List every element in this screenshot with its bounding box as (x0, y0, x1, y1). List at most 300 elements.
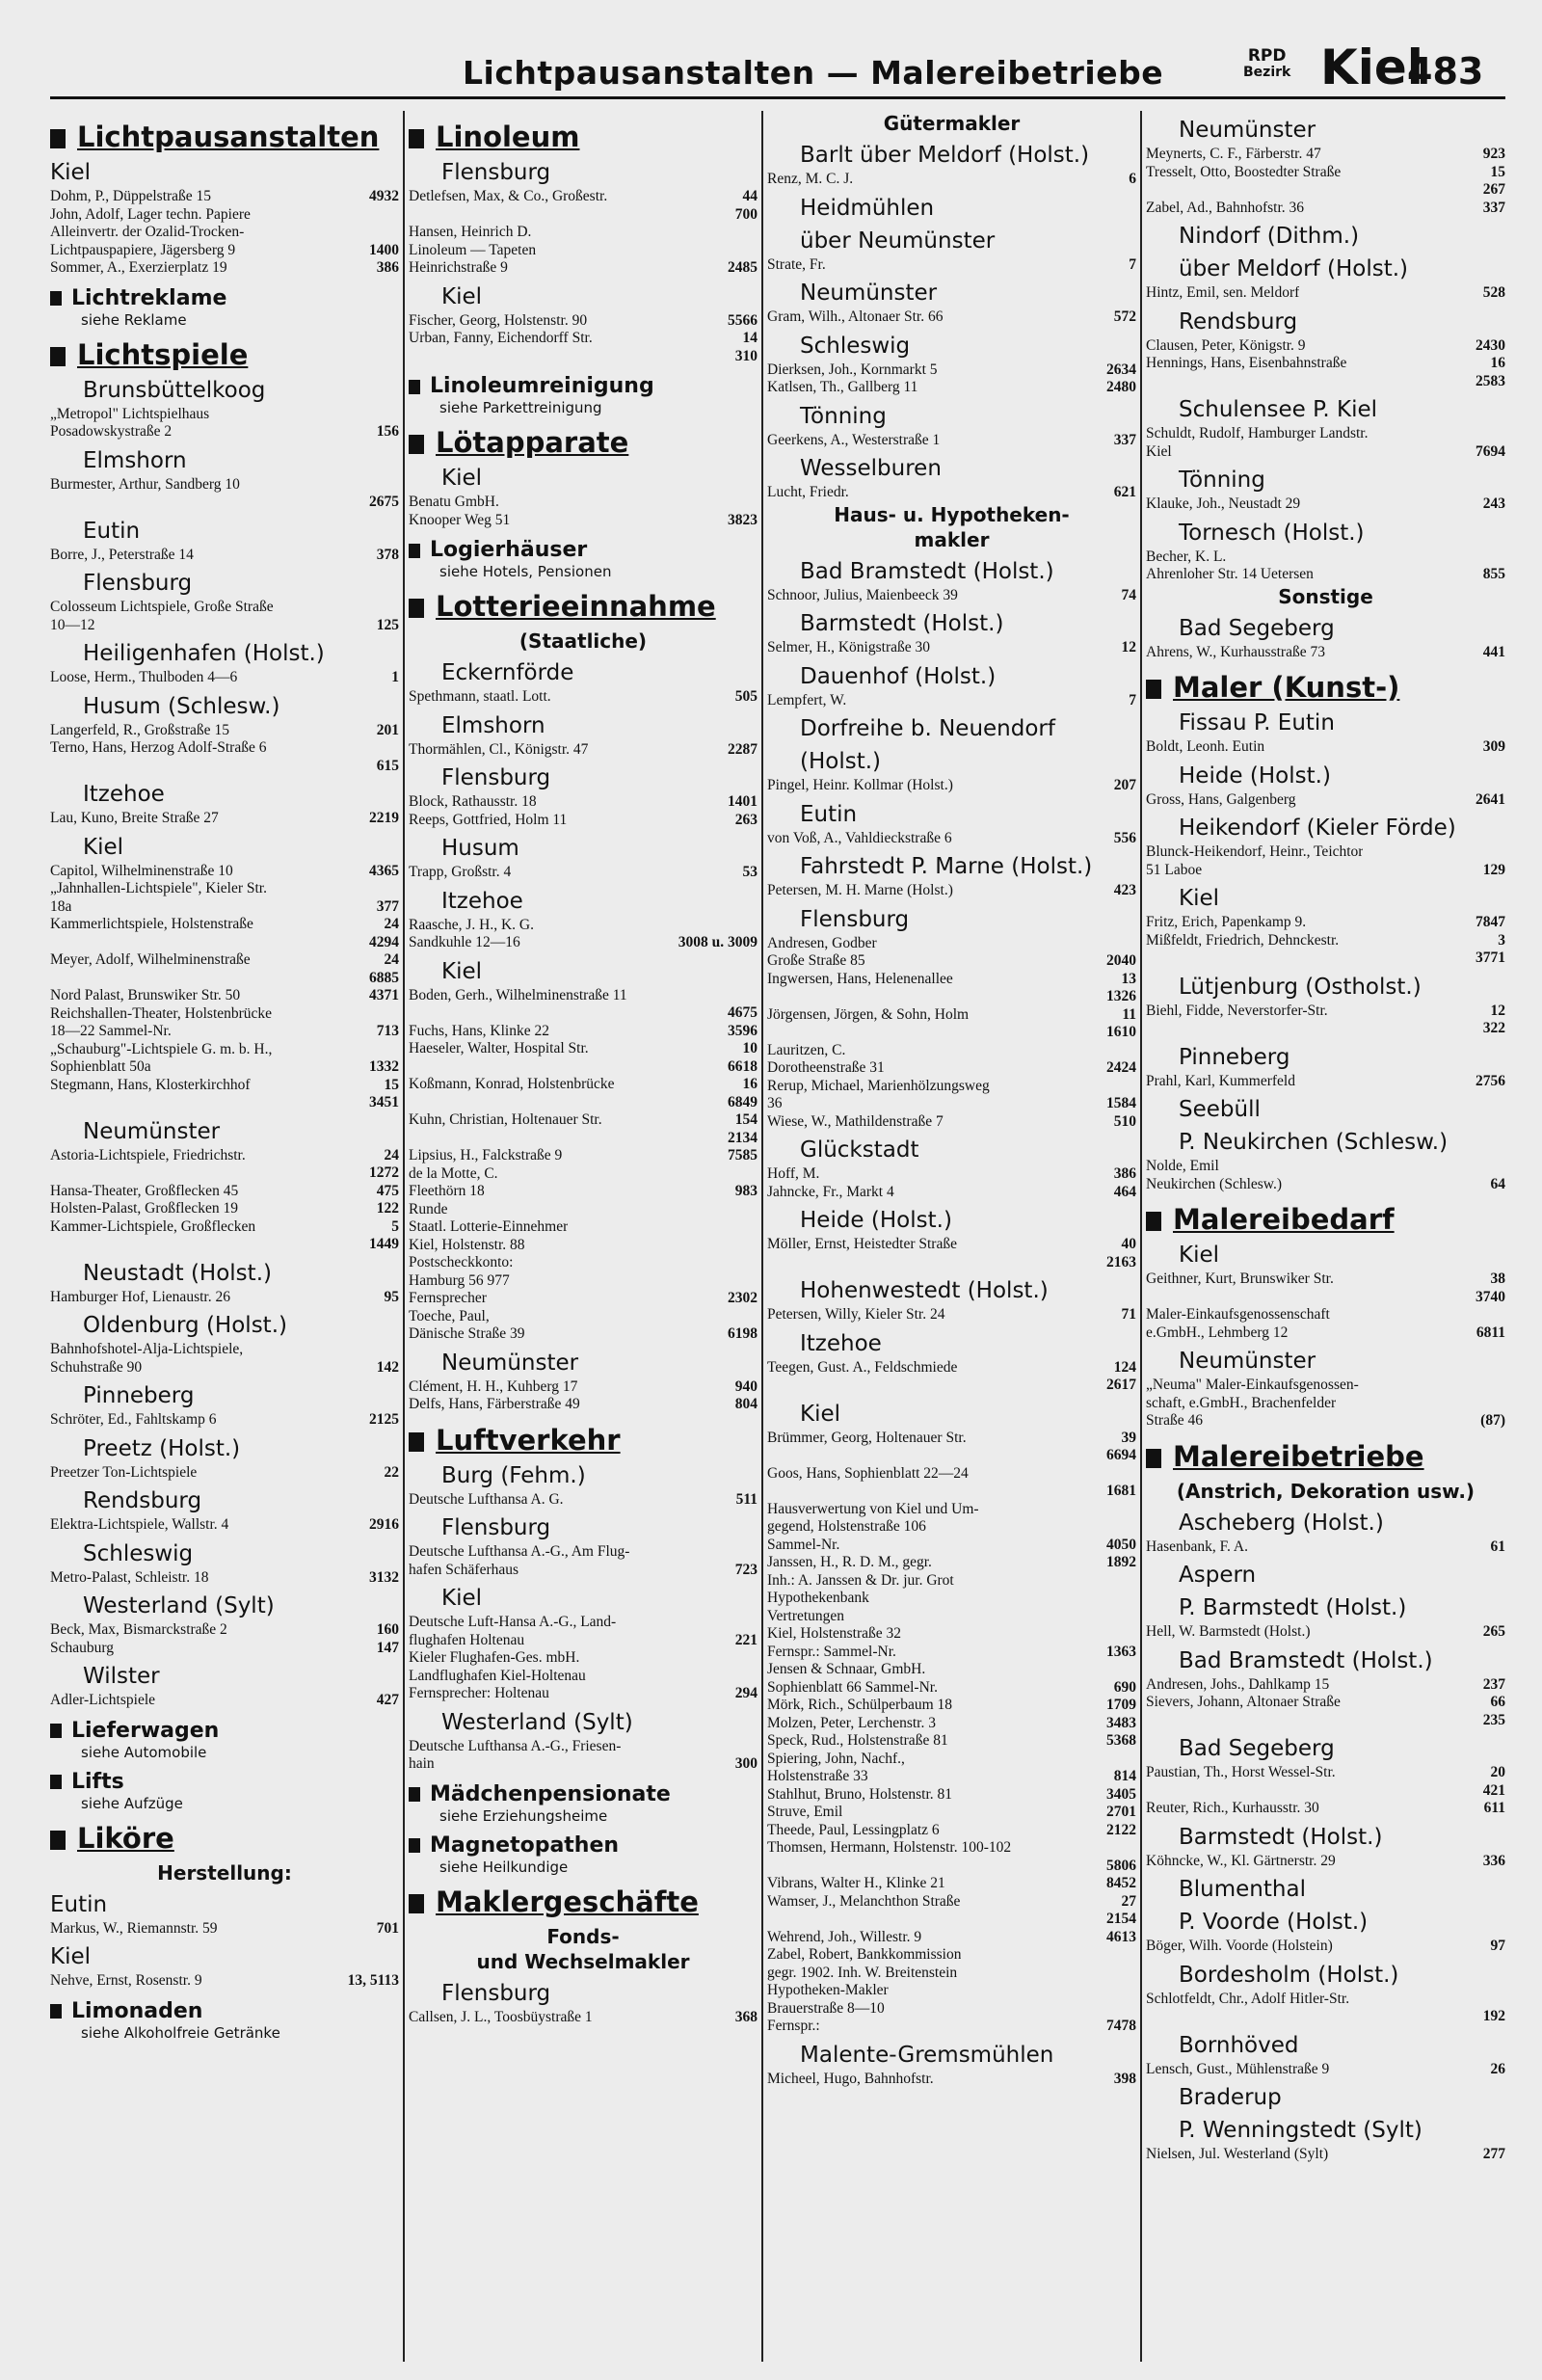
entry-name: Hennings, Hans, Eisenbahnstraße (1146, 355, 1347, 371)
directory-entry (767, 1858, 1136, 1876)
entry-phone: 22 (384, 1463, 399, 1481)
entry-phone: 277 (1482, 2146, 1505, 2162)
entry-name: Detlefsen, Max, & Co., Großestr. (409, 188, 608, 204)
entry-phone: 243 (1482, 495, 1505, 512)
directory-entry (767, 1024, 1136, 1042)
subsection-heading: Haus- u. Hypotheken- (834, 502, 1070, 526)
entry-phone: 310 (734, 347, 758, 364)
entry-name: Straße 46 (1146, 1412, 1203, 1429)
directory-entry (409, 1632, 758, 1650)
directory-entry (1146, 146, 1505, 164)
directory-entry (767, 1893, 1136, 1912)
entry-phone: 6885 (369, 969, 399, 986)
directory-entry (767, 1625, 1136, 1644)
entry-phone: 207 (1113, 777, 1136, 793)
city-heading: Hohenwestedt (Holst.) (800, 1278, 1049, 1303)
city-heading: Nindorf (Dithm.) (1179, 224, 1360, 249)
city-heading: Bad Segeberg (1179, 1736, 1335, 1761)
entry-phone: 26 (1490, 2060, 1505, 2077)
city-heading: Seebüll (1179, 1097, 1261, 1122)
directory-entry (1146, 1782, 1505, 1801)
city-heading: Flensburg (441, 1515, 551, 1540)
entry-name: Fuchs, Hans, Klinke 22 (409, 1022, 549, 1039)
directory-entry (409, 2009, 758, 2027)
directory-entry (409, 188, 758, 206)
entry-name: 18—22 Sammel-Nr. (50, 1023, 172, 1039)
entry-name: „Neuma" Maler-Einkaufsgenossen- (1146, 1377, 1359, 1393)
entry-phone: 386 (376, 259, 399, 276)
entry-name: schaft, e.GmbH., Brachenfelder (1146, 1394, 1337, 1411)
entry-name: Stahlhut, Bruno, Holstenstr. 81 (767, 1785, 953, 1803)
directory-entry (1146, 1003, 1505, 1021)
directory-entry (767, 2000, 1136, 2019)
entry-phone: 2424 (1106, 1059, 1136, 1076)
entry-name: Delfs, Hans, Färberstraße 49 (409, 1396, 580, 1412)
directory-entry (767, 1590, 1136, 1608)
entry-name: Runde (409, 1200, 448, 1217)
subsection-heading: Herstellung: (157, 1860, 292, 1885)
entry-name: Block, Rathausstr. 18 (409, 793, 537, 810)
entry-phone: 7 (1129, 255, 1136, 273)
section-heading (409, 1424, 758, 1457)
entry-name: Jahncke, Fr., Markt 4 (767, 1183, 894, 1200)
subsection-heading: (Anstrich, Dekoration usw.) (1176, 1479, 1476, 1503)
directory-entry (409, 259, 758, 278)
directory-entry (767, 1946, 1136, 1965)
directory-entry (767, 1465, 1136, 1484)
entry-name: Hypothekenbank (767, 1590, 869, 1606)
entry-phone: 24 (384, 1146, 399, 1163)
entry-phone: 2134 (728, 1129, 758, 1146)
page-number: 483 (1407, 50, 1484, 93)
entry-name: Lauritzen, C. (767, 1041, 846, 1058)
entry-name: Schröter, Ed., Fahltskamp 6 (50, 1411, 217, 1428)
city-heading: Kiel (441, 1586, 483, 1611)
city-heading: Heidmühlen (800, 195, 935, 221)
directory-entry (50, 916, 399, 934)
entry-phone: 615 (376, 757, 399, 774)
directory-entry (50, 1569, 399, 1588)
section-heading (50, 120, 399, 153)
entry-phone: 4371 (369, 987, 399, 1003)
entry-name: Ahrens, W., Kurhausstraße 73 (1146, 643, 1325, 660)
directory-entry (767, 1679, 1136, 1698)
entry-phone: 528 (1482, 284, 1505, 301)
section-heading (50, 1718, 399, 1745)
directory-entry (50, 1058, 399, 1077)
entry-name: Deutsche Lufthansa A.-G., Am Flug- (409, 1543, 630, 1560)
directory-entry (409, 1272, 758, 1291)
entry-name: Fernspr.: Sammel-Nr. (767, 1643, 896, 1660)
city-heading: P. Wenningstedt (Sylt) (1179, 2118, 1422, 2143)
entry-name: Schnoor, Julius, Maienbeeck 39 (767, 586, 958, 603)
entry-name: hafen Schäferhaus (409, 1561, 519, 1578)
entry-phone: 2480 (1106, 379, 1136, 395)
directory-entry (767, 882, 1136, 900)
section-heading (50, 285, 399, 312)
section-title: Lotterieeinnahme (436, 590, 716, 623)
entry-name: gegend, Holstenstraße 106 (767, 1518, 926, 1535)
section-heading (50, 338, 399, 371)
entry-phone: 74 (1121, 586, 1136, 603)
section-title: Mädchenpensionate (430, 1781, 671, 1806)
entry-name: von Voß, A., Vahldieckstraße 6 (767, 829, 952, 846)
city-heading: Rendsburg (1179, 308, 1298, 334)
entry-name: Brauerstraße 8—10 (767, 1999, 885, 2017)
directory-entry (409, 312, 758, 331)
entry-name: Thomsen, Hermann, Holstenstr. 100-102 (767, 1839, 1012, 1856)
entry-phone: 1892 (1106, 1554, 1136, 1570)
city-heading: Kiel (1179, 1243, 1220, 1268)
city-heading: P. Voorde (Holst.) (1179, 1910, 1369, 1935)
directory-entry (767, 432, 1136, 450)
entry-name: Nielsen, Jul. Westerland (Sylt) (1146, 2146, 1329, 2162)
directory-entry (50, 494, 399, 512)
entry-name: Inh.: A. Janssen & Dr. jur. Grot (767, 1571, 954, 1589)
section-heading (50, 1998, 399, 2025)
section-marker-icon (1146, 1449, 1161, 1468)
city-heading: Fissau P. Eutin (1179, 710, 1335, 735)
entry-phone: 61 (1490, 1538, 1505, 1555)
entry-name: Lau, Kuno, Breite Straße 27 (50, 810, 219, 826)
entry-phone: 24 (384, 951, 399, 968)
directory-entry (409, 1237, 758, 1255)
entry-phone: 14 (742, 330, 758, 346)
directory-entry (767, 1359, 1136, 1377)
city-heading: Bad Bramstedt (Holst.) (1179, 1647, 1433, 1673)
directory-entry (409, 934, 758, 952)
directory-entry (409, 1040, 758, 1058)
entry-phone: 11 (1122, 1005, 1136, 1023)
directory-entry (1146, 1176, 1505, 1194)
directory-entry (767, 1661, 1136, 1679)
directory-entry (1146, 1938, 1505, 1956)
city-heading: (Holst.) (800, 749, 882, 774)
entry-phone: 2040 (1106, 952, 1136, 969)
city-heading: P. Barmstedt (Holst.) (1179, 1595, 1407, 1620)
directory-entry (767, 1786, 1136, 1805)
city-heading: Husum (441, 836, 519, 861)
section-title: Lötapparate (436, 426, 629, 459)
entry-name: Speck, Rud., Holstenstraße 81 (767, 1732, 948, 1749)
city-heading: Schleswig (800, 333, 911, 359)
directory-entry (50, 1972, 399, 1991)
city-heading: Bad Segeberg (1179, 615, 1335, 641)
entry-name: Nehve, Ernst, Rosenstr. 9 (50, 1972, 202, 1989)
directory-entry (1146, 1764, 1505, 1782)
section-title: Maler (Kunst-) (1173, 671, 1400, 704)
entry-name: Fritz, Erich, Papenkamp 9. (1146, 914, 1307, 930)
section-marker-icon (409, 435, 424, 454)
directory-entry (50, 476, 399, 495)
entry-name: Geerkens, A., Westerstraße 1 (767, 431, 941, 448)
entry-phone: 1449 (369, 1236, 399, 1252)
entry-phone: 368 (734, 2008, 758, 2025)
column-1 (50, 111, 399, 2362)
entry-phone: 4675 (728, 1004, 758, 1021)
directory-entry (50, 758, 399, 776)
entry-name: Maler-Einkaufsgenossenschaft (1146, 1306, 1330, 1323)
entry-name: Deutsche Lufthansa A. G. (409, 1490, 564, 1508)
entry-name: Colosseum Lichtspiele, Große Straße (50, 599, 274, 615)
directory-entry (767, 308, 1136, 327)
directory-entry (1146, 1623, 1505, 1642)
entry-phone: 511 (735, 1490, 758, 1508)
directory-entry (50, 1041, 399, 1059)
directory-entry (767, 1006, 1136, 1025)
entry-name: Adler-Lichtspiele (50, 1692, 156, 1708)
directory-entry (1146, 181, 1505, 200)
entry-phone: 3596 (728, 1022, 758, 1039)
entry-phone: 64 (1490, 1175, 1505, 1192)
entry-name: Struve, Emil (767, 1804, 843, 1820)
entry-phone: 940 (734, 1377, 758, 1395)
entry-phone: 621 (1113, 484, 1136, 500)
city-heading: Eutin (83, 518, 141, 544)
city-heading: Neumünster (441, 1350, 579, 1376)
directory-entry (409, 206, 758, 225)
directory-entry (409, 1614, 758, 1632)
section-heading (409, 1781, 758, 1808)
entry-phone: (87) (1480, 1412, 1505, 1429)
directory-entry (1146, 738, 1505, 757)
directory-entry (1146, 1073, 1505, 1091)
entry-phone: 700 (734, 205, 758, 223)
directory-entry (1146, 1412, 1505, 1431)
directory-entry (409, 1094, 758, 1112)
entry-phone: 265 (1482, 1623, 1505, 1640)
directory-entry (409, 917, 758, 935)
section-heading (50, 1769, 399, 1796)
directory-entry (767, 1822, 1136, 1840)
entry-name: Neukirchen (Schlesw.) (1146, 1175, 1283, 1192)
header-rule (50, 96, 1505, 99)
city-heading: Neustadt (Holst.) (83, 1260, 272, 1286)
directory-entry (767, 1306, 1136, 1324)
entry-phone: 2634 (1106, 361, 1136, 378)
directory-entry (767, 1078, 1136, 1096)
entry-name: Wamser, J., Melanchthon Straße (767, 1892, 961, 1910)
directory-entry (767, 1751, 1136, 1769)
city-heading: Heide (Holst.) (800, 1208, 952, 1233)
subsection-heading: und Wechselmakler (476, 1949, 690, 1973)
column-4 (1146, 111, 1505, 2362)
entry-phone: 855 (1482, 566, 1505, 582)
entry-phone: 3771 (1476, 949, 1505, 966)
section-heading (1146, 671, 1505, 704)
city-heading: Aspern (1179, 1563, 1257, 1588)
entry-name: Nord Palast, Brunswiker Str. 50 (50, 987, 241, 1003)
bezirk-label: Bezirk (1243, 65, 1291, 80)
entry-phone: 39 (1121, 1429, 1136, 1446)
entry-name: Trapp, Großstr. 4 (409, 864, 512, 880)
entry-name: „Jahnhallen-Lichtspiele", Kieler Str. (50, 880, 267, 896)
directory-entry (767, 1572, 1136, 1591)
entry-phone: 5566 (728, 311, 758, 329)
city-heading: Elmshorn (441, 712, 545, 738)
city-heading: Blumenthal (1179, 1877, 1306, 1902)
entry-phone: 3740 (1476, 1288, 1505, 1305)
entry-name: Hell, W. Barmstedt (Holst.) (1146, 1623, 1311, 1640)
entry-phone: 267 (1482, 181, 1505, 198)
directory-entry (1146, 337, 1505, 356)
column-divider (403, 111, 405, 2362)
entry-name: Dohm, P., Düppelstraße 15 (50, 188, 212, 204)
entry-name: Hintz, Emil, sen. Meldorf (1146, 284, 1300, 301)
entry-name: Schuhstraße 90 (50, 1358, 143, 1376)
entry-phone: 2617 (1106, 1377, 1136, 1393)
subsection-heading: Fonds- (546, 1924, 620, 1948)
section-marker-icon (50, 1775, 62, 1789)
city-heading: Glückstadt (800, 1137, 919, 1163)
entry-name: flughafen Holtenau (409, 1631, 525, 1648)
entry-phone: 7585 (728, 1147, 758, 1163)
directory-entry (1146, 1270, 1505, 1289)
directory-entry (767, 1839, 1136, 1858)
entry-phone: 192 (1482, 2008, 1505, 2024)
entry-name: Zabel, Ad., Bahnhofstr. 36 (1146, 199, 1305, 216)
city-heading: Barlt über Meldorf (Holst.) (800, 143, 1090, 168)
entry-phone: 3405 (1106, 1785, 1136, 1803)
section-title: Logierhäuser (430, 538, 588, 562)
directory-entry (50, 987, 399, 1005)
entry-phone: 701 (376, 1919, 399, 1937)
directory-entry (50, 898, 399, 917)
entry-name: Deutsche Luft-Hansa A.-G., Land- (409, 1614, 617, 1630)
entry-name: Paustian, Th., Horst Wessel-Str. (1146, 1764, 1336, 1780)
directory-entry (1146, 644, 1505, 662)
directory-entry (767, 935, 1136, 953)
city-heading: Kiel (50, 160, 92, 185)
directory-entry (409, 1685, 758, 1703)
entry-phone: 475 (376, 1182, 399, 1199)
directory-entry (767, 1732, 1136, 1751)
entry-name: Holstenstraße 33 (767, 1768, 868, 1784)
entry-phone: 1326 (1106, 988, 1136, 1004)
subsection-heading: (Staatliche) (518, 629, 648, 653)
entry-phone: 221 (734, 1631, 758, 1648)
directory-entry (767, 1184, 1136, 1202)
directory-entry (767, 1554, 1136, 1572)
directory-entry (1146, 1991, 1505, 2009)
city-heading: P. Neukirchen (Schlesw.) (1179, 1130, 1449, 1155)
entry-name: Micheel, Hugo, Bahnhofstr. (767, 2070, 934, 2087)
entry-name: Ahrenloher Str. 14 Uetersen (1146, 566, 1314, 582)
directory-entry (767, 1059, 1136, 1078)
directory-entry (1146, 373, 1505, 391)
entry-name: Hamburg 56 977 (409, 1271, 510, 1289)
city-heading: Tönning (800, 403, 887, 429)
entry-name: „Schauburg"-Lichtspiele G. m. b. H., (50, 1040, 273, 1057)
directory-entry (1146, 2008, 1505, 2026)
entry-name: Lichtpauspapiere, Jägersberg 9 (50, 241, 236, 258)
directory-entry (50, 1236, 399, 1254)
directory-entry (767, 639, 1136, 657)
entry-phone: 125 (376, 616, 399, 633)
section-marker-icon (409, 1787, 420, 1802)
entry-name: Kammerlichtspiele, Holstenstraße (50, 916, 253, 932)
subsection-heading: makler (914, 527, 990, 551)
section-marker-icon (409, 544, 420, 558)
section-marker-icon (50, 1724, 62, 1738)
city-heading: Kiel (800, 1401, 841, 1427)
entry-phone: 814 (1113, 1768, 1136, 1784)
entry-phone: 7 (1129, 691, 1136, 709)
entry-name: Toeche, Paul, (409, 1307, 490, 1324)
directory-entry (50, 1621, 399, 1640)
entry-name: Capitol, Wilhelminenstraße 10 (50, 862, 233, 879)
entry-phone: 263 (734, 811, 758, 828)
entry-name: Vertretungen (767, 1607, 845, 1624)
directory-entry (1146, 495, 1505, 514)
entry-name: Sammel-Nr. (767, 1536, 840, 1553)
city-heading: Malente-Gremsmühlen (800, 2042, 1054, 2068)
section-title: Linoleumreinigung (430, 374, 654, 398)
city-heading: Flensburg (83, 571, 193, 596)
directory-entry (50, 242, 399, 260)
entry-phone: 5368 (1106, 1732, 1136, 1749)
entry-phone: 1400 (369, 241, 399, 258)
directory-entry (1146, 200, 1505, 218)
directory-entry (1146, 355, 1505, 373)
section-marker-icon (50, 291, 62, 306)
directory-entry (409, 1290, 758, 1308)
city-heading: Flensburg (800, 906, 910, 932)
directory-entry (767, 1377, 1136, 1395)
entry-name: Kammer-Lichtspiele, Großflecken (50, 1217, 256, 1235)
entry-name: Loose, Herm., Thulboden 4—6 (50, 669, 238, 685)
directory-entry (767, 971, 1136, 989)
entry-name: Langerfeld, R., Großstraße 15 (50, 721, 229, 738)
directory-entry (50, 617, 399, 635)
entry-name: Petersen, Willy, Kieler Str. 24 (767, 1306, 945, 1323)
city-heading: Neumünster (1179, 1349, 1316, 1374)
section-title: Linoleum (436, 120, 580, 153)
directory-entry (409, 987, 758, 1005)
directory-entry (767, 1518, 1136, 1537)
entry-name: Clausen, Peter, Königstr. 9 (1146, 336, 1306, 354)
entry-name: Preetzer Ton-Lichtspiele (50, 1463, 198, 1481)
directory-entry (50, 1005, 399, 1024)
entry-name: Benatu GmbH. (409, 494, 499, 510)
entry-name: Stegmann, Hans, Klosterkirchhof (50, 1076, 251, 1093)
entry-name: Schauburg (50, 1639, 115, 1656)
entry-phone: 24 (384, 916, 399, 932)
entry-phone: 38 (1490, 1270, 1505, 1287)
city-heading: Tönning (1179, 468, 1265, 493)
section-title: Malereibedarf (1173, 1203, 1395, 1236)
city-heading: Rendsburg (83, 1488, 202, 1513)
directory-columns (50, 111, 1505, 2362)
entry-name: Meynerts, C. F., Färberstr. 47 (1146, 146, 1321, 162)
entry-name: Meyer, Adolf, Wilhelminenstraße (50, 951, 251, 968)
directory-entry (1146, 566, 1505, 584)
entry-name: 36 (767, 1095, 783, 1111)
section-marker-icon (1146, 1212, 1161, 1231)
entry-phone: 3823 (728, 511, 758, 528)
entry-phone: 505 (734, 688, 758, 705)
entry-phone: 3008 u. 3009 (678, 934, 758, 950)
directory-entry (50, 547, 399, 565)
directory-entry (409, 1130, 758, 1148)
entry-phone: 235 (1482, 1711, 1505, 1728)
directory-entry (767, 256, 1136, 275)
entry-name: Terno, Hans, Herzog Adolf-Straße 6 (50, 739, 267, 756)
directory-entry (409, 1147, 758, 1165)
entry-name: Nolde, Emil (1146, 1158, 1219, 1174)
directory-entry (50, 1411, 399, 1430)
entry-phone: 294 (734, 1685, 758, 1701)
